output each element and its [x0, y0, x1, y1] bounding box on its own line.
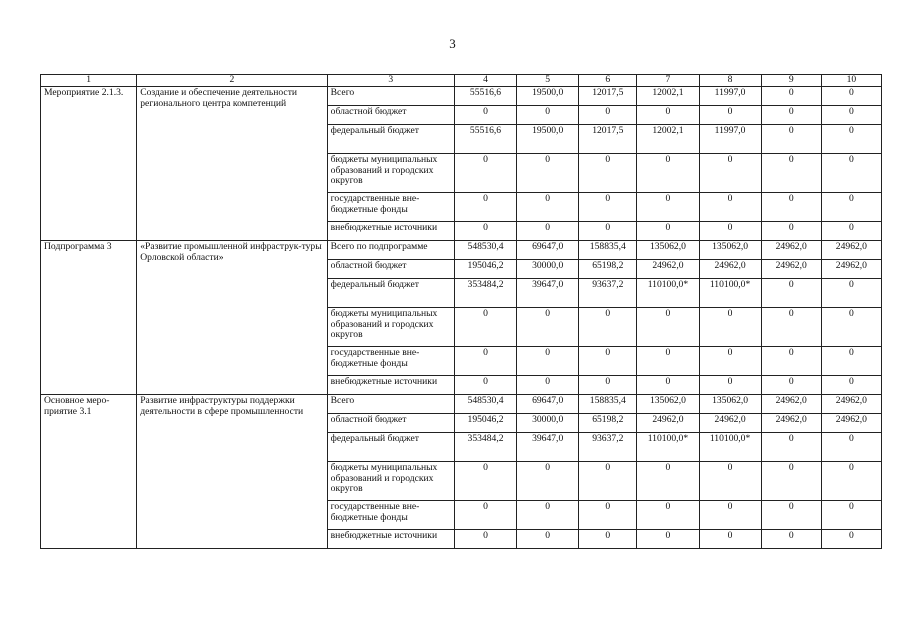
header-cell: 4 — [454, 75, 516, 87]
funding-value: 0 — [699, 154, 761, 193]
funding-value: 12002,1 — [637, 125, 699, 154]
funding-value: 353484,2 — [454, 279, 516, 308]
header-cell: 1 — [41, 75, 137, 87]
funding-value: 0 — [637, 222, 699, 241]
funding-value: 110100,0* — [699, 433, 761, 462]
funding-value: 0 — [761, 376, 821, 395]
funding-value: 0 — [821, 308, 881, 347]
funding-value: 195046,2 — [454, 260, 516, 279]
funding-value: 69647,0 — [517, 241, 579, 260]
funding-value: 24962,0 — [821, 414, 881, 433]
funding-value: 0 — [699, 530, 761, 549]
funding-source: федеральный бюджет — [327, 125, 454, 154]
funding-value: 110100,0* — [637, 279, 699, 308]
funding-value: 135062,0 — [699, 395, 761, 414]
funding-value: 0 — [579, 530, 637, 549]
funding-value: 0 — [454, 106, 516, 125]
funding-source: бюджеты муниципальных образований и городских округов — [327, 462, 454, 501]
funding-value: 65198,2 — [579, 260, 637, 279]
funding-source: внебюджетные источники — [327, 530, 454, 549]
funding-value: 0 — [699, 462, 761, 501]
funding-value: 39647,0 — [517, 433, 579, 462]
funding-value: 0 — [761, 501, 821, 530]
funding-value: 0 — [517, 222, 579, 241]
funding-value: 0 — [761, 87, 821, 106]
funding-value: 0 — [454, 530, 516, 549]
header-cell: 9 — [761, 75, 821, 87]
funding-value: 0 — [579, 462, 637, 501]
funding-value: 69647,0 — [517, 395, 579, 414]
funding-source: областной бюджет — [327, 414, 454, 433]
funding-value: 110100,0* — [637, 433, 699, 462]
funding-value: 24962,0 — [637, 260, 699, 279]
funding-value: 0 — [637, 193, 699, 222]
funding-value: 12017,5 — [579, 125, 637, 154]
funding-value: 0 — [761, 106, 821, 125]
funding-value: 39647,0 — [517, 279, 579, 308]
funding-value: 0 — [579, 222, 637, 241]
funding-value: 0 — [821, 154, 881, 193]
funding-value: 0 — [454, 193, 516, 222]
funding-value: 19500,0 — [517, 125, 579, 154]
funding-value: 93637,2 — [579, 433, 637, 462]
funding-source: федеральный бюджет — [327, 279, 454, 308]
funding-value: 12017,5 — [579, 87, 637, 106]
funding-source: Всего — [327, 395, 454, 414]
funding-source: государственные вне-бюджетные фонды — [327, 501, 454, 530]
funding-value: 0 — [454, 462, 516, 501]
measure-description: Развитие инфраструктуры поддержки деятельности в сфере промышленности — [137, 395, 327, 549]
funding-value: 55516,6 — [454, 87, 516, 106]
funding-value: 0 — [821, 125, 881, 154]
funding-value: 0 — [821, 462, 881, 501]
funding-value: 0 — [699, 308, 761, 347]
funding-value: 0 — [761, 530, 821, 549]
funding-value: 24962,0 — [699, 414, 761, 433]
funding-value: 24962,0 — [761, 241, 821, 260]
funding-value: 0 — [821, 222, 881, 241]
funding-value: 0 — [761, 279, 821, 308]
funding-value: 30000,0 — [517, 260, 579, 279]
funding-value: 0 — [761, 193, 821, 222]
funding-source: внебюджетные источники — [327, 376, 454, 395]
header-cell: 2 — [137, 75, 327, 87]
funding-source: Всего — [327, 87, 454, 106]
funding-value: 11997,0 — [699, 87, 761, 106]
funding-value: 0 — [761, 433, 821, 462]
header-cell: 7 — [637, 75, 699, 87]
funding-source: бюджеты муниципальных образований и городских округов — [327, 154, 454, 193]
funding-value: 19500,0 — [517, 87, 579, 106]
funding-value: 0 — [517, 347, 579, 376]
funding-value: 0 — [637, 154, 699, 193]
funding-value: 0 — [637, 530, 699, 549]
funding-value: 0 — [821, 347, 881, 376]
funding-value: 0 — [579, 193, 637, 222]
funding-value: 24962,0 — [699, 260, 761, 279]
funding-value: 0 — [821, 376, 881, 395]
funding-value: 0 — [821, 193, 881, 222]
header-row — [41, 75, 882, 87]
funding-value: 158835,4 — [579, 395, 637, 414]
funding-source: государственные вне-бюджетные фонды — [327, 347, 454, 376]
funding-value: 0 — [454, 308, 516, 347]
table-row — [41, 241, 882, 260]
measure-description: «Развитие промышленной инфраструк-туры Орловской области» — [137, 241, 327, 395]
budget-table — [40, 74, 882, 549]
funding-value: 0 — [637, 376, 699, 395]
funding-value: 24962,0 — [821, 395, 881, 414]
funding-value: 0 — [821, 501, 881, 530]
funding-value: 548530,4 — [454, 241, 516, 260]
funding-value: 135062,0 — [699, 241, 761, 260]
funding-value: 0 — [699, 347, 761, 376]
funding-value: 0 — [517, 154, 579, 193]
measure-name: Мероприятие 2.1.3. — [41, 87, 137, 241]
funding-value: 24962,0 — [637, 414, 699, 433]
funding-value: 0 — [454, 376, 516, 395]
funding-value: 0 — [454, 154, 516, 193]
funding-value: 0 — [637, 347, 699, 376]
funding-value: 0 — [579, 376, 637, 395]
funding-value: 0 — [637, 308, 699, 347]
funding-value: 30000,0 — [517, 414, 579, 433]
funding-value: 24962,0 — [821, 241, 881, 260]
funding-value: 0 — [761, 308, 821, 347]
funding-value: 0 — [637, 462, 699, 501]
funding-value: 0 — [761, 125, 821, 154]
measure-name: Основное меро-приятие 3.1 — [41, 395, 137, 549]
funding-value: 0 — [761, 154, 821, 193]
funding-value: 0 — [517, 530, 579, 549]
table-body — [41, 87, 882, 549]
funding-value: 0 — [699, 501, 761, 530]
funding-value: 0 — [517, 501, 579, 530]
funding-value: 24962,0 — [761, 395, 821, 414]
header-cell: 10 — [821, 75, 881, 87]
funding-value: 0 — [821, 433, 881, 462]
funding-value: 0 — [761, 347, 821, 376]
funding-value: 135062,0 — [637, 241, 699, 260]
funding-value: 24962,0 — [821, 260, 881, 279]
funding-source: областной бюджет — [327, 106, 454, 125]
header-cell: 6 — [579, 75, 637, 87]
funding-value: 0 — [699, 376, 761, 395]
funding-value: 0 — [517, 193, 579, 222]
funding-source: федеральный бюджет — [327, 433, 454, 462]
funding-value: 0 — [454, 501, 516, 530]
page-number: 3 — [449, 36, 456, 51]
funding-value: 548530,4 — [454, 395, 516, 414]
funding-source: Всего по подпрограмме — [327, 241, 454, 260]
funding-value: 0 — [454, 347, 516, 376]
funding-value: 110100,0* — [699, 279, 761, 308]
funding-source: бюджеты муниципальных образований и городских округов — [327, 308, 454, 347]
funding-value: 24962,0 — [761, 260, 821, 279]
funding-value: 0 — [579, 154, 637, 193]
funding-value: 65198,2 — [579, 414, 637, 433]
funding-value: 0 — [579, 106, 637, 125]
funding-value: 0 — [761, 222, 821, 241]
funding-value: 158835,4 — [579, 241, 637, 260]
measure-description: Создание и обеспечение деятельности регионального центра компетенций — [137, 87, 327, 241]
funding-value: 0 — [579, 347, 637, 376]
funding-value: 24962,0 — [761, 414, 821, 433]
funding-value: 0 — [699, 106, 761, 125]
funding-value: 0 — [637, 501, 699, 530]
funding-value: 0 — [637, 106, 699, 125]
funding-value: 0 — [579, 308, 637, 347]
header-cell: 5 — [517, 75, 579, 87]
funding-value: 0 — [821, 530, 881, 549]
funding-source: внебюджетные источники — [327, 222, 454, 241]
funding-value: 0 — [699, 222, 761, 241]
funding-value: 0 — [517, 462, 579, 501]
funding-value: 0 — [761, 462, 821, 501]
funding-value: 135062,0 — [637, 395, 699, 414]
funding-value: 0 — [517, 376, 579, 395]
table-row — [41, 87, 882, 106]
funding-source: областной бюджет — [327, 260, 454, 279]
funding-value: 12002,1 — [637, 87, 699, 106]
funding-value: 0 — [821, 106, 881, 125]
funding-value: 353484,2 — [454, 433, 516, 462]
header-cell: 8 — [699, 75, 761, 87]
header-cell: 3 — [327, 75, 454, 87]
funding-value: 0 — [821, 87, 881, 106]
funding-value: 0 — [699, 193, 761, 222]
funding-value: 0 — [579, 501, 637, 530]
funding-value: 0 — [454, 222, 516, 241]
table-row — [41, 395, 882, 414]
funding-value: 195046,2 — [454, 414, 516, 433]
funding-value: 0 — [517, 308, 579, 347]
funding-source: государственные вне-бюджетные фонды — [327, 193, 454, 222]
funding-value: 93637,2 — [579, 279, 637, 308]
funding-value: 0 — [821, 279, 881, 308]
funding-value: 11997,0 — [699, 125, 761, 154]
measure-name: Подпрограмма 3 — [41, 241, 137, 395]
funding-value: 0 — [517, 106, 579, 125]
funding-value: 55516,6 — [454, 125, 516, 154]
